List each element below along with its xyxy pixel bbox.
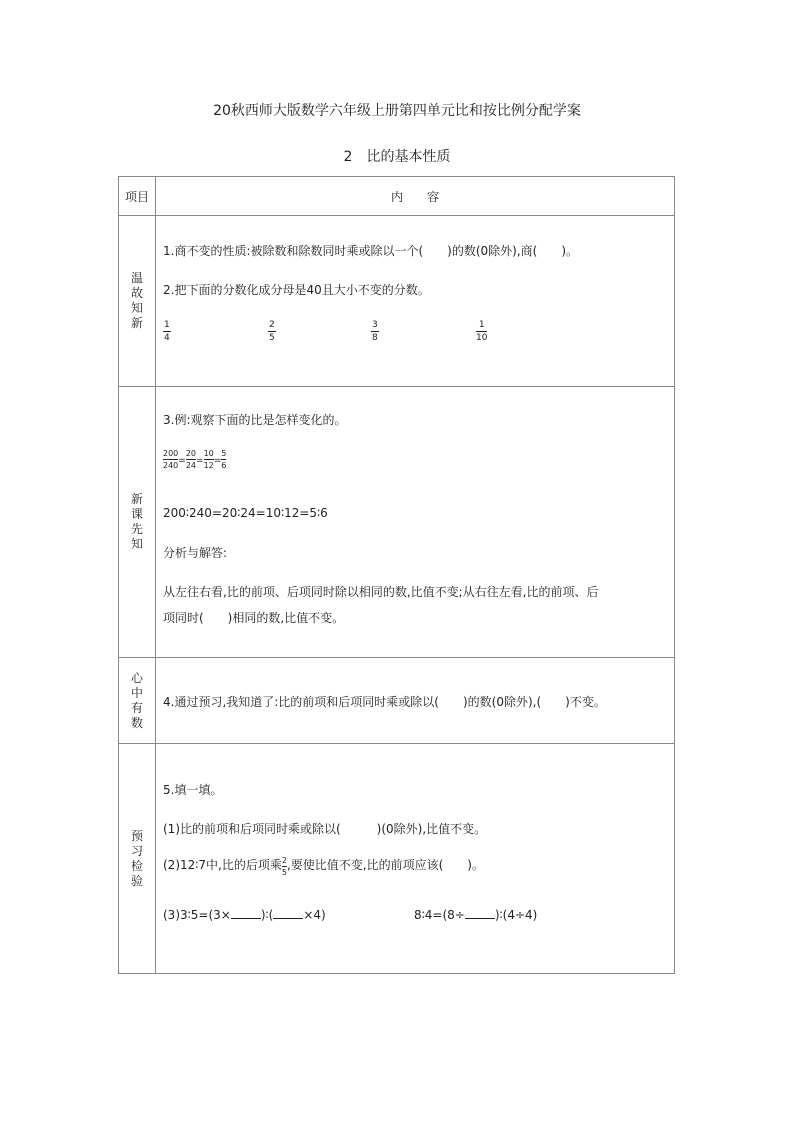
header-item-label: 项目: [124, 189, 149, 204]
section-row-new: [119, 387, 675, 658]
fraction-item: [476, 320, 487, 343]
header-item-cell: [119, 177, 156, 216]
fraction-numerator: 10: [203, 449, 214, 458]
fraction-numerator: 200: [163, 449, 179, 458]
section-label-new: 新课先知: [130, 492, 143, 551]
fraction-numerator: 1: [164, 320, 170, 330]
fraction-numerator: 2: [281, 856, 287, 865]
preview-content: [156, 744, 674, 973]
document-title: 20秋西师大版数学六年级上册第四单元比和按比例分配学案: [213, 103, 581, 119]
fraction-denominator: 24: [185, 461, 197, 470]
section-label-review: 温故知新: [130, 271, 143, 330]
preview-part-2: [163, 856, 484, 877]
section-label-mind: 心中有数: [130, 670, 143, 730]
review-content: [156, 216, 674, 386]
new-content: [156, 387, 674, 657]
fraction-denominator: 6: [221, 461, 227, 470]
question-5: 5.填一填。: [163, 783, 223, 797]
answer-line-2: 项同时( )相同的数,比值不变。: [163, 611, 345, 625]
fraction-numerator: 20: [185, 449, 197, 458]
fraction-item: [163, 320, 171, 343]
section-content-cell: [156, 387, 675, 658]
answer-blank[interactable]: [273, 907, 303, 919]
question-2: 2.把下面的分数化成分母是40且大小不变的分数。: [163, 283, 430, 297]
ratio-line: 200∶240=20∶24=10∶12=5∶6: [163, 506, 328, 520]
section-label-cell: [119, 658, 156, 744]
table-header-row: [119, 177, 675, 216]
fraction-denominator: 12: [203, 461, 214, 470]
section-label-cell: [119, 216, 156, 387]
fraction-denominator: 5: [269, 333, 275, 343]
p3-right-text-a: 8∶4=(8÷: [414, 908, 465, 922]
fraction-numerator: 2: [269, 320, 275, 330]
p3-left-text-b: )∶(: [260, 908, 274, 922]
preview-part-2-text-b: ,要使比值不变,比的前项应该( )。: [286, 858, 484, 872]
section-content-cell: [156, 658, 675, 744]
question-1: 1.商不变的性质:被除数和除数同时乘或除以一个( )的数(0除外),商( )。: [163, 244, 579, 258]
p3-left-text-a: (3)3∶5=(3×: [163, 908, 231, 922]
worksheet-table: [118, 176, 675, 974]
fraction-numerator: 3: [372, 320, 378, 330]
question-4: 4.通过预习,我知道了:比的前项和后项同时乘或除以( )的数(0除外),( )不变。: [163, 695, 606, 709]
analysis-heading: 分析与解答:: [163, 546, 228, 560]
fraction-item: [371, 320, 379, 343]
mind-content: [156, 658, 674, 743]
answer-blank[interactable]: [465, 907, 495, 919]
fraction-chain: [163, 449, 226, 470]
preview-part-3-right: [414, 907, 537, 922]
fraction-denominator: 8: [372, 333, 378, 343]
fraction-numerator: 1: [478, 320, 485, 330]
equals-sign: =: [213, 456, 222, 466]
question-3: 3.例:观察下面的比是怎样变化的。: [163, 413, 347, 427]
fraction-denominator: 240: [163, 461, 179, 470]
preview-part-2-text-a: (2)12∶7中,比的后项乘: [163, 858, 282, 872]
equals-sign: =: [178, 456, 186, 466]
preview-part-1: (1)比的前项和后项同时乘或除以( )(0除外),比值不变。: [163, 822, 487, 836]
section-content-cell: [156, 744, 675, 974]
section-label-cell: [119, 744, 156, 974]
p3-left-text-c: ×4): [303, 908, 326, 922]
fraction-denominator: 4: [164, 333, 170, 343]
header-content-label: 内 容: [390, 189, 439, 204]
preview-part-3-left: [163, 907, 326, 922]
section-row-mind: [119, 658, 675, 744]
section-subtitle: 2 比的基本性质: [343, 149, 451, 165]
equals-sign: =: [196, 456, 204, 466]
fraction-item: [268, 320, 276, 343]
section-content-cell: [156, 216, 675, 387]
section-row-review: [119, 216, 675, 387]
fraction-denominator: 5: [281, 868, 287, 877]
answer-blank[interactable]: [231, 907, 261, 919]
fraction-numerator: 5: [221, 449, 227, 458]
section-label-cell: [119, 387, 156, 658]
p3-right-text-b: )∶(4÷4): [494, 908, 538, 922]
header-content-cell: [156, 177, 675, 216]
answer-line-1: 从左往右看,比的前项、后项同时除以相同的数,比值不变;从右往左看,比的前项、后: [163, 585, 599, 599]
section-row-preview: [119, 744, 675, 974]
section-label-preview: 预习检验: [130, 828, 143, 888]
fraction-denominator: 10: [476, 333, 488, 343]
